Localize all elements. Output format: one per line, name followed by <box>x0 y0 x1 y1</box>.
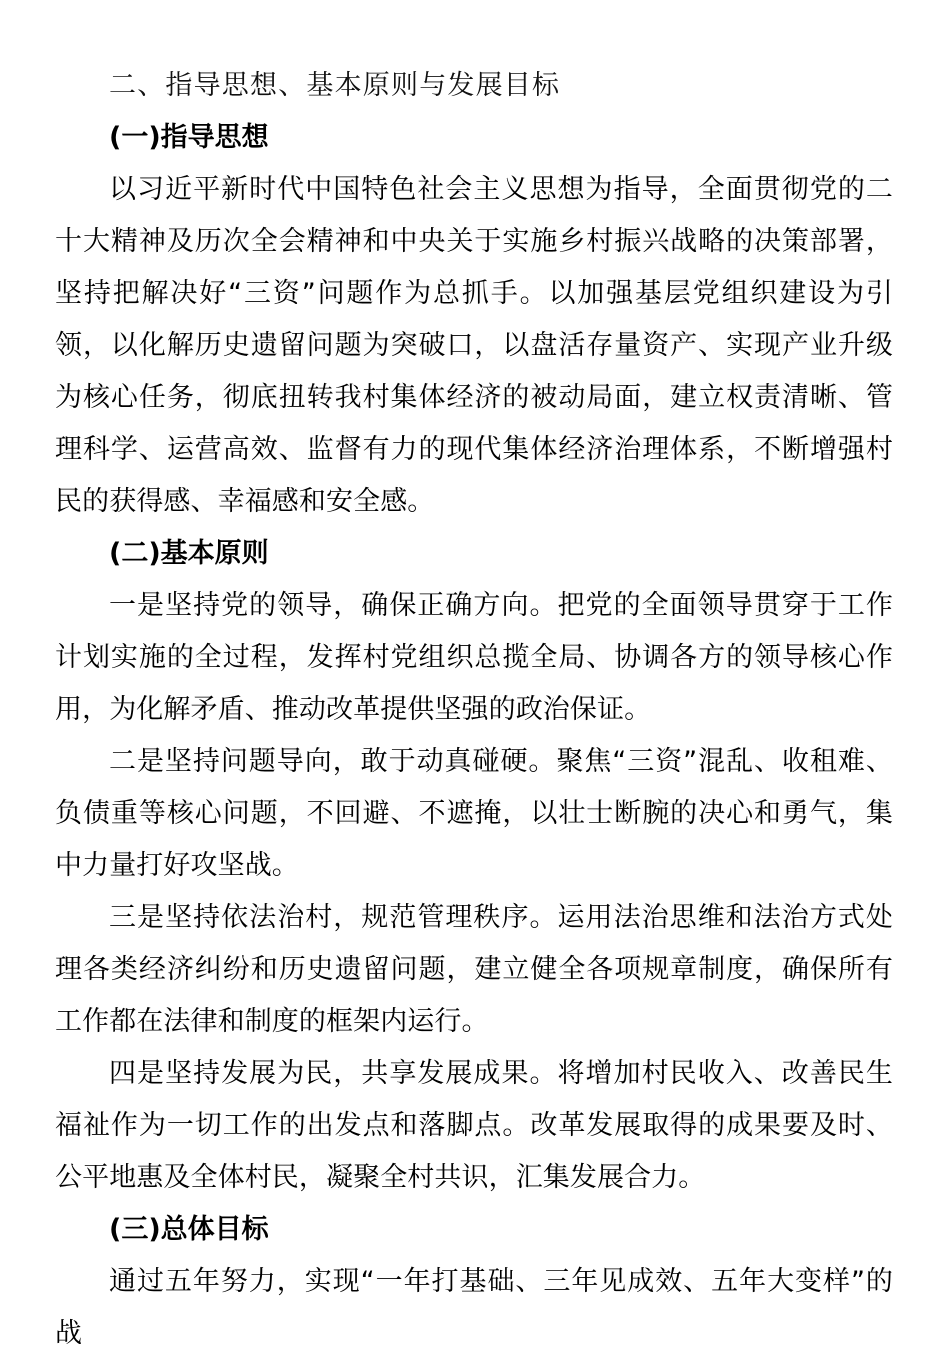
section-heading: 二、指导思想、基本原则与发展目标 <box>109 70 561 101</box>
subheading-basic-principles: (二)基本原则 <box>109 538 269 569</box>
document-content <box>55 60 893 1360</box>
paragraph-principle-one: 一是坚持党的领导，确保正确方向。把党的全面领导贯穿于工作计划实施的全过程，发挥村党组织总揽全局、协调各方的领导核心作用，为化解矛盾、推动改革提供坚强的政治保证。 <box>55 590 893 725</box>
paragraph-principle-four: 四是坚持发展为民，共享发展成果。将增加村民收入、改善民生福祉作为一切工作的出发点和落脚点。改革发展取得的成果要及时、公平地惠及全体村民，凝聚全村共识，汇集发展合力。 <box>55 1058 893 1193</box>
subheading-guiding-ideology: (一)指导思想 <box>109 122 269 153</box>
paragraph-principle-three: 三是坚持依法治村，规范管理秩序。运用法治思维和法治方式处理各类经济纠纷和历史遗留问题，建立健全各项规章制度，确保所有工作都在法律和制度的框架内运行。 <box>55 902 893 1037</box>
paragraph-guiding-ideology: 以习近平新时代中国特色社会主义思想为指导，全面贯彻党的二十大精神及历次全会精神和中央关于实施乡村振兴战略的决策部署，坚持把解决好“三资”问题作为总抓手。以加强基层党组织建设为引领，以化解历史遗留问题为突破口，以盘活存量资产、实现产业升级为核心任务，彻底扭转我村集体经济的被动局面，建立权责清晰、管理科学、运营高效、监督有力的现代集体经济治理体系，不断增强村民的获得感、幸福感和安全感。 <box>55 174 893 517</box>
paragraph-principle-two: 二是坚持问题导向，敢于动真碰硬。聚焦“三资”混乱、收租难、负债重等核心问题，不回避、不遮掩，以壮士断腕的决心和勇气，集中力量打好攻坚战。 <box>55 746 893 881</box>
paragraph-overall-goal: 通过五年努力，实现“一年打基础、三年见成效、五年大变样”的战 <box>55 1266 893 1349</box>
subheading-overall-goal: (三)总体目标 <box>109 1214 269 1245</box>
